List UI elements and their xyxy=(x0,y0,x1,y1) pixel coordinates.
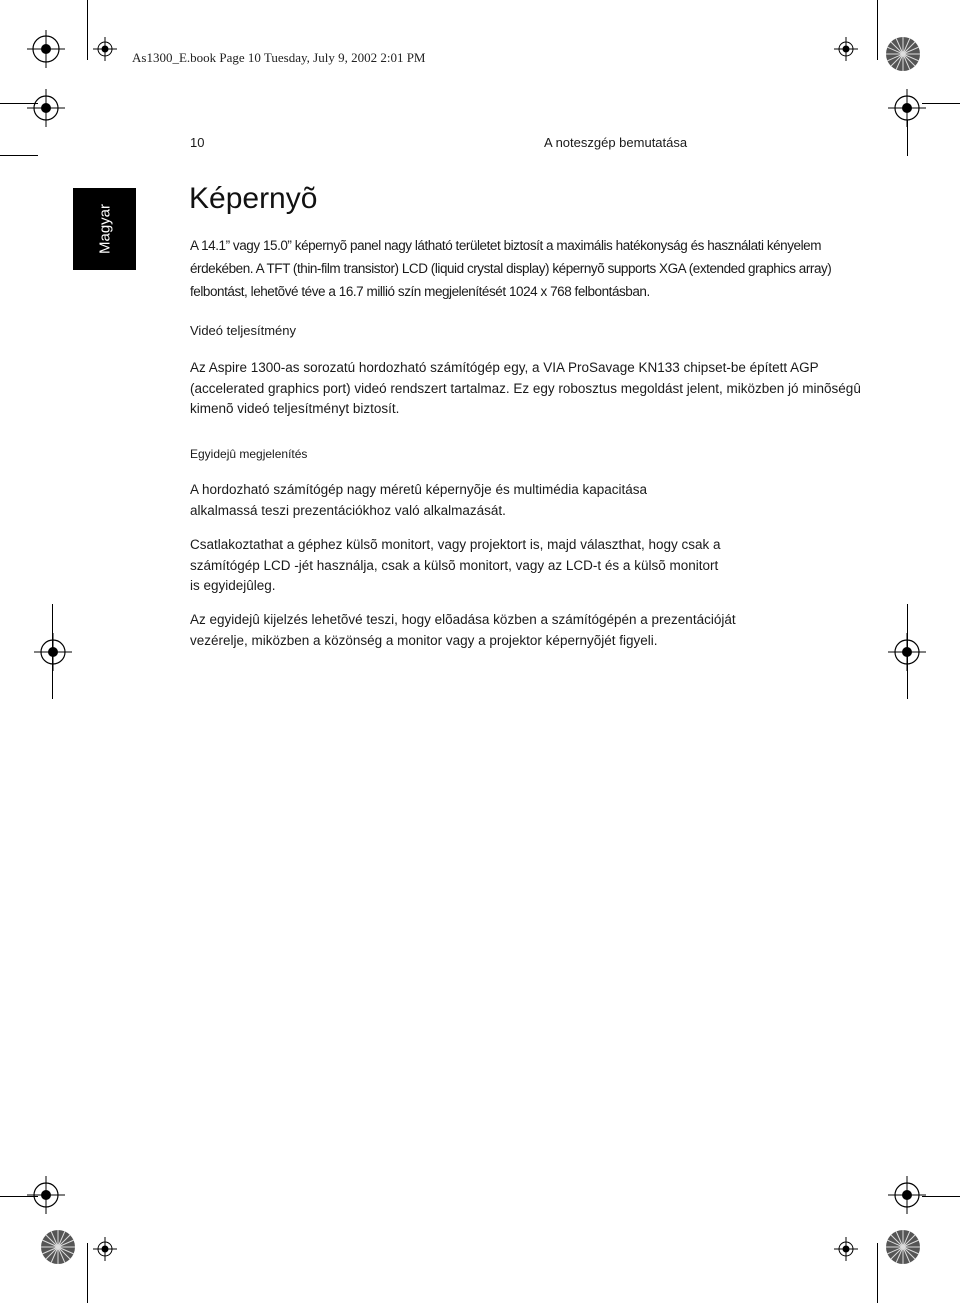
intro-paragraph: A 14.1” vagy 15.0” képernyõ panel nagy látható területet biztosít a maximális hatékonyság és használati kényelem érdekében. A TFT (thin-film transistor) LCD (liquid crystal display) képernyõ supports XGA (extended graphics array) felbontást, lehetõvé téve a 16.7 millió szín megjelenítését 1024 x 768 felbontásban. xyxy=(190,238,832,299)
video-paragraph: Az Aspire 1300-as sorozatú hordozható számítógép egy, a VIA ProSavage KN133 chipset-be épített AGP (accelerated graphics port) videó rendszert tartalmaz. Ez egy robosztus megoldást jelent, miközben jó minõségû kimenõ videó teljesítményt biztosít. xyxy=(190,360,861,416)
section-title: Képernyõ xyxy=(189,182,318,215)
registration-mark-icon xyxy=(34,633,72,671)
print-slug: As1300_E.book Page 10 Tuesday, July 9, 2002 2:01 PM xyxy=(132,50,426,65)
simultaneous-paragraph-2: Csatlakoztathat a géphez külsõ monitort, vagy projektort is, majd választhat, hogy csak a számítógép LCD -jét használja, csak a külsõ monitort, vagy az LCD-t és a külsõ monitort is egyidejûleg. xyxy=(190,537,721,593)
star-target-icon xyxy=(40,1229,76,1265)
registration-mark-icon xyxy=(27,1176,65,1214)
page-number: 10 xyxy=(190,135,205,150)
registration-mark-icon xyxy=(27,89,65,127)
language-tab-label: Magyar xyxy=(96,203,113,255)
video-heading: Videó teljesítmény xyxy=(190,323,296,338)
registration-mark-icon xyxy=(93,37,117,61)
chapter-title: A noteszgép bemutatása xyxy=(544,135,688,150)
registration-mark-icon xyxy=(27,30,65,68)
simultaneous-heading: Egyidejû megjelenítés xyxy=(190,447,308,461)
registration-mark-icon xyxy=(834,1237,858,1261)
star-target-icon xyxy=(885,36,921,72)
simultaneous-paragraph-1: A hordozható számítógép nagy méretû képernyõje és multimédia kapacitása alkalmassá teszi prezentációkhoz való alkalmazását. xyxy=(190,482,648,518)
registration-mark-icon xyxy=(888,89,926,127)
registration-mark-icon xyxy=(93,1237,117,1261)
language-tab xyxy=(73,188,136,270)
registration-mark-icon xyxy=(888,1176,926,1214)
star-target-icon xyxy=(885,1229,921,1265)
registration-mark-icon xyxy=(834,37,858,61)
registration-mark-icon xyxy=(888,633,926,671)
simultaneous-paragraph-3: Az egyidejû kijelzés lehetõvé teszi, hogy elõadása közben a számítógépén a prezentációját vezérelje, miközben a közönség a monitor vagy a projektor képernyõjét figyeli. xyxy=(190,612,736,648)
